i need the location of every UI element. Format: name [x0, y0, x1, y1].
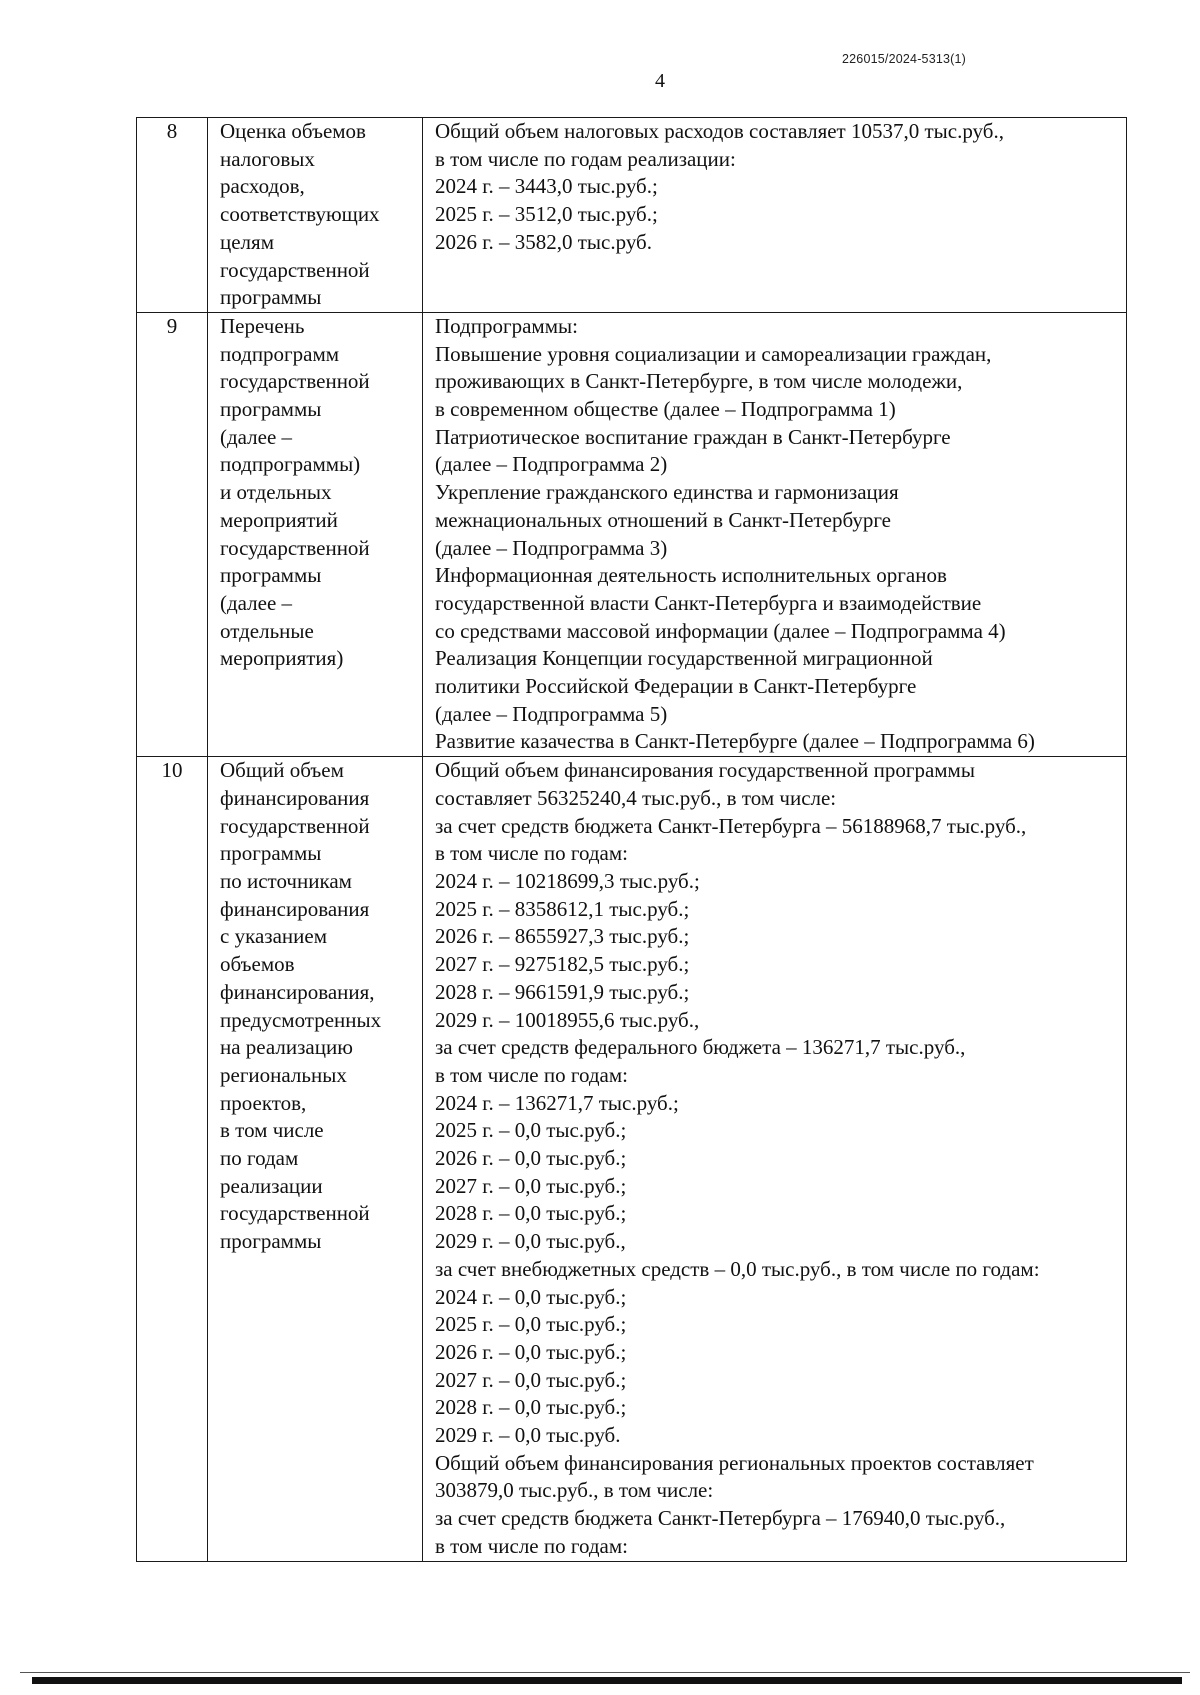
content-line: (далее – Подпрограмма 2) — [435, 452, 668, 477]
document-registration-number: 226015/2024-5313(1) — [842, 52, 967, 66]
table-row — [137, 312, 1127, 756]
label-line: по годам — [220, 1146, 299, 1171]
content-line: в современном обществе (далее – Подпрограмма 1) — [435, 397, 896, 422]
label-line: (далее – — [220, 424, 293, 449]
label-line: реализации — [220, 1173, 323, 1198]
content-line: 2026 г. – 8655927,3 тыс.руб.; — [435, 924, 690, 949]
label-line: мероприятий — [220, 507, 338, 532]
label-line: целям — [220, 229, 274, 254]
label-line: программы — [220, 1229, 322, 1254]
content-line: проживающих в Санкт-Петербурге, в том числе молодежи, — [435, 369, 963, 394]
content-line: Общий объем налоговых расходов составляет 10537,0 тыс.руб., — [435, 119, 1004, 143]
content-line: государственной власти Санкт-Петербурга и взаимодействие — [435, 590, 982, 615]
content-line: 2029 г. – 10018955,6 тыс.руб., — [435, 1007, 700, 1032]
label-line: государственной — [220, 813, 370, 838]
content-line: за счет средств федерального бюджета – 136271,7 тыс.руб., — [435, 1035, 966, 1060]
content-line: 2025 г. – 8358612,1 тыс.руб.; — [435, 896, 690, 921]
row-number: 9 — [137, 312, 208, 756]
content-line: 2028 г. – 0,0 тыс.руб.; — [435, 1201, 627, 1226]
content-line: политики Российской Федерации в Санкт-Петербурге — [435, 674, 917, 699]
label-line: программы — [220, 285, 322, 310]
row-content-cell — [423, 312, 1127, 756]
program-passport-table — [136, 117, 1127, 1562]
label-line: налоговых — [220, 146, 315, 171]
content-line: в том числе по годам: — [435, 841, 628, 866]
label-line: государственной — [220, 369, 370, 394]
row-number: 10 — [137, 757, 208, 1561]
content-line: 2024 г. – 10218699,3 тыс.руб.; — [435, 868, 700, 893]
label-line: и отдельных — [220, 480, 332, 505]
content-line: (далее – Подпрограмма 3) — [435, 535, 668, 560]
table-row — [137, 757, 1127, 1561]
content-line: 2024 г. – 0,0 тыс.руб.; — [435, 1284, 627, 1309]
content-line: Укрепление гражданского единства и гармонизация — [435, 480, 899, 505]
label-line: предусмотренных — [220, 1007, 382, 1032]
content-line: 2025 г. – 0,0 тыс.руб.; — [435, 1118, 627, 1143]
label-line: по источникам — [220, 868, 352, 893]
label-line: региональных — [220, 1062, 347, 1087]
label-line: государственной — [220, 535, 370, 560]
content-line: в том числе по годам: — [435, 1062, 628, 1087]
content-line: 2026 г. – 0,0 тыс.руб.; — [435, 1146, 627, 1171]
content-line: Развитие казачества в Санкт-Петербурге (далее – Подпрограмма 6) — [435, 729, 1035, 754]
label-line: Перечень — [220, 313, 305, 338]
content-line: Подпрограммы: — [435, 313, 578, 338]
content-line: Повышение уровня социализации и самореализации граждан, — [435, 341, 992, 366]
label-line: финансирования — [220, 785, 370, 810]
content-line: 2028 г. – 0,0 тыс.руб.; — [435, 1395, 627, 1420]
label-line: с указанием — [220, 924, 327, 949]
label-line: Оценка объемов — [220, 119, 366, 143]
content-line: составляет 56325240,4 тыс.руб., в том числе: — [435, 785, 837, 810]
label-line: мероприятия) — [220, 646, 344, 671]
content-line: 2025 г. – 3512,0 тыс.руб.; — [435, 202, 658, 227]
footer-scan-band — [32, 1677, 1182, 1684]
content-line: 2028 г. – 9661591,9 тыс.руб.; — [435, 979, 690, 1004]
content-line: межнациональных отношений в Санкт-Петербурге — [435, 507, 892, 532]
label-line: соответствующих — [220, 202, 380, 227]
content-line: Общий объем финансирования региональных проектов составляет — [435, 1450, 1034, 1475]
content-line: 2025 г. – 0,0 тыс.руб.; — [435, 1312, 627, 1337]
footer-scan-line — [20, 1672, 1190, 1673]
content-line: за счет средств бюджета Санкт-Петербурга – 56188968,7 тыс.руб., — [435, 813, 1027, 838]
content-line: (далее – Подпрограмма 5) — [435, 701, 668, 726]
label-line: на реализацию — [220, 1035, 353, 1060]
content-line: Реализация Концепции государственной миграционной — [435, 646, 933, 671]
content-line: Патриотическое воспитание граждан в Санкт-Петербурге — [435, 424, 951, 449]
content-line: 2026 г. – 0,0 тыс.руб.; — [435, 1339, 627, 1364]
label-line: финансирования, — [220, 979, 375, 1004]
content-line: 2024 г. – 136271,7 тыс.руб.; — [435, 1090, 679, 1115]
label-line: программы — [220, 563, 322, 588]
content-line: в том числе по годам реализации: — [435, 146, 736, 171]
label-line: Общий объем — [220, 758, 344, 783]
label-line: государственной — [220, 1201, 370, 1226]
label-line: подпрограммы) — [220, 452, 361, 477]
content-line: со средствами массовой информации (далее – Подпрограмма 4) — [435, 618, 1006, 643]
page-number: 4 — [655, 70, 665, 92]
content-line: за счет средств бюджета Санкт-Петербурга – 176940,0 тыс.руб., — [435, 1506, 1006, 1531]
row-label-cell — [208, 312, 423, 756]
row-content-cell — [423, 757, 1127, 1561]
content-line: Информационная деятельность исполнительных органов — [435, 563, 947, 588]
label-line: подпрограмм — [220, 341, 340, 366]
content-line: 303879,0 тыс.руб., в том числе: — [435, 1478, 714, 1503]
content-line: Общий объем финансирования государственной программы — [435, 758, 975, 783]
content-line: 2026 г. – 3582,0 тыс.руб. — [435, 229, 652, 254]
row-number: 8 — [137, 118, 208, 313]
content-line: 2027 г. – 9275182,5 тыс.руб.; — [435, 952, 690, 977]
content-line: 2029 г. – 0,0 тыс.руб. — [435, 1423, 621, 1448]
content-line: 2029 г. – 0,0 тыс.руб., — [435, 1229, 626, 1254]
table-body — [137, 118, 1127, 1562]
label-line: государственной — [220, 257, 370, 282]
row-label-cell — [208, 757, 423, 1561]
content-line: в том числе по годам: — [435, 1533, 628, 1558]
label-line: в том числе — [220, 1118, 324, 1143]
content-line: за счет внебюджетных средств – 0,0 тыс.руб., в том числе по годам: — [435, 1256, 1040, 1281]
content-line: 2027 г. – 0,0 тыс.руб.; — [435, 1173, 627, 1198]
label-line: расходов, — [220, 174, 305, 199]
label-line: финансирования — [220, 896, 370, 921]
label-line: программы — [220, 397, 322, 422]
content-line: 2024 г. – 3443,0 тыс.руб.; — [435, 174, 658, 199]
row-content-cell — [423, 118, 1127, 313]
label-line: объемов — [220, 952, 295, 977]
label-line: проектов, — [220, 1090, 307, 1115]
row-label-cell — [208, 118, 423, 313]
label-line: отдельные — [220, 618, 314, 643]
label-line: программы — [220, 841, 322, 866]
content-line: 2027 г. – 0,0 тыс.руб.; — [435, 1367, 627, 1392]
table-row — [137, 118, 1127, 313]
label-line: (далее – — [220, 590, 293, 615]
